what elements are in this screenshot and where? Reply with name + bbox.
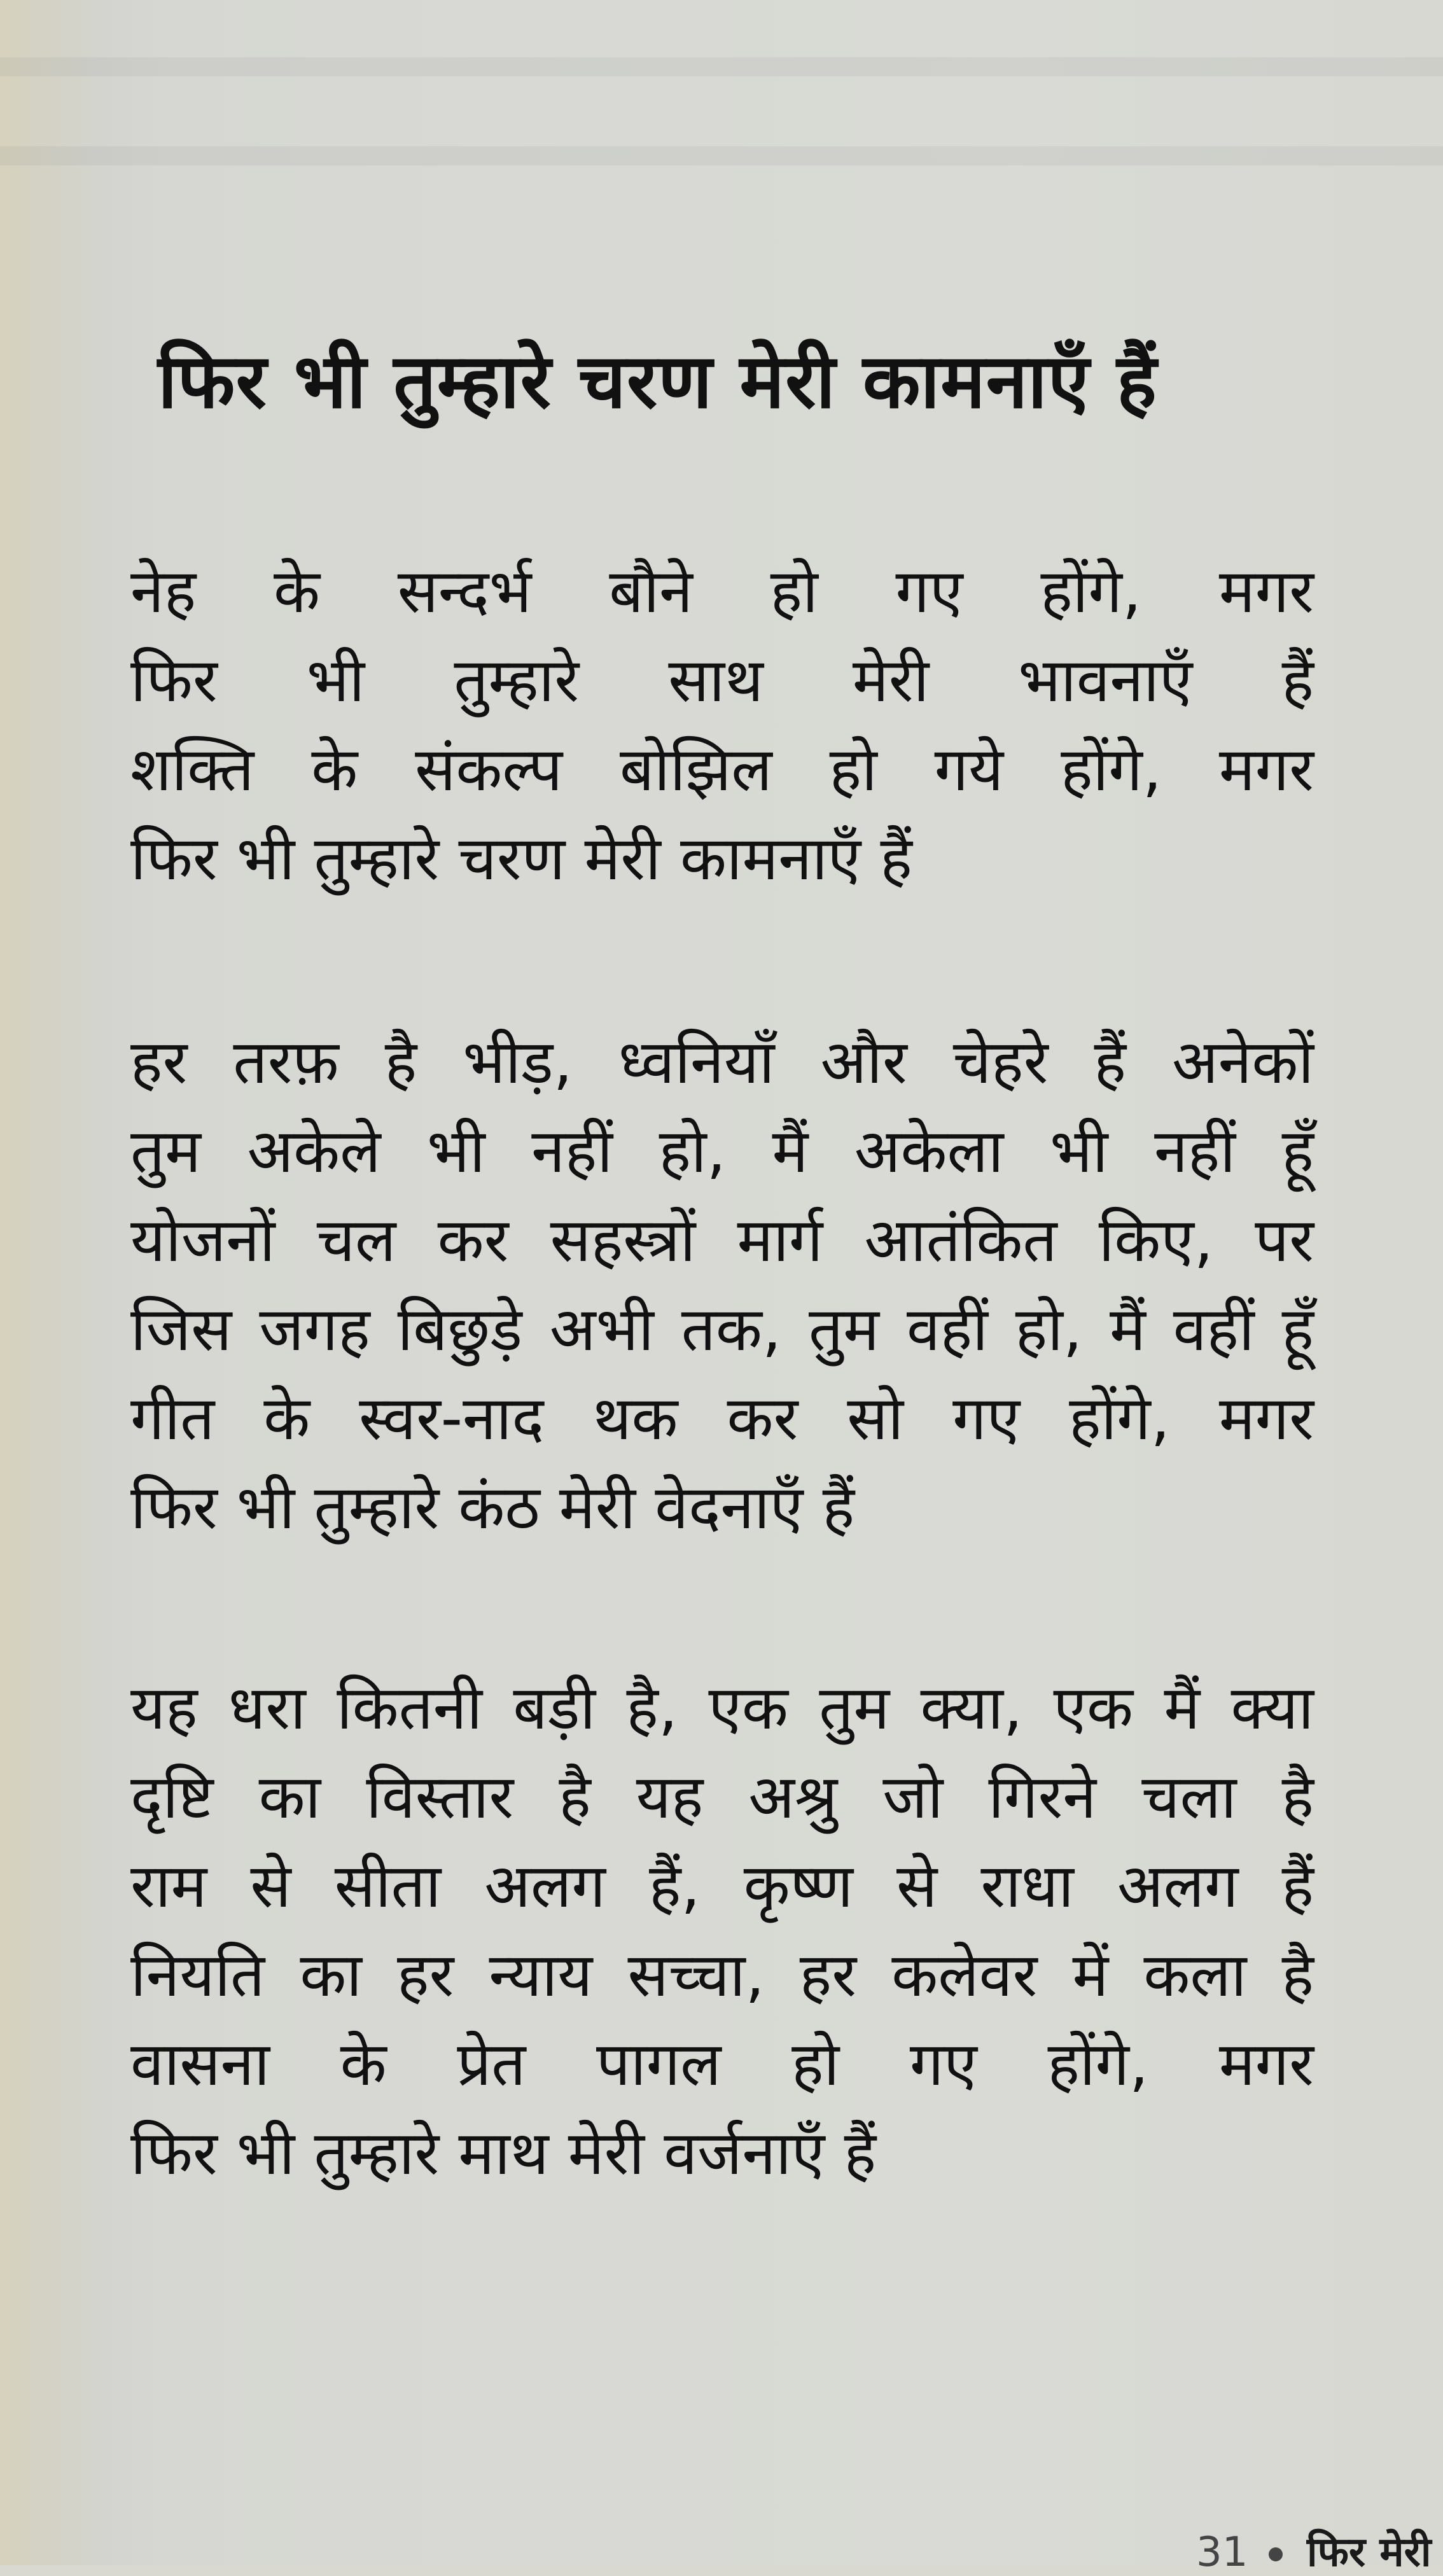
- bullet-separator-icon: [1269, 2547, 1283, 2561]
- poem-line: नियति का हर न्याय सच्चा, हर कलेवर में कला है: [130, 1940, 1314, 2010]
- poem-line: योजनों चल कर सहस्त्रों मार्ग आतंकित किए, पर: [130, 1206, 1314, 1276]
- stanza-1: [130, 547, 1314, 903]
- poem-refrain-line: फिर भी तुम्हारे माथ मेरी वर्जनाएँ हैं: [130, 2119, 877, 2189]
- poem-line: हर तरफ़ है भीड़, ध्वनियाँ और चेहरे हैं अनेकों: [130, 1027, 1314, 1097]
- poem-line: राम से सीता अलग हैं, कृष्ण से राधा अलग हैं: [130, 1851, 1314, 1921]
- page-number: 31: [1196, 2529, 1248, 2576]
- poem-line: नेह के सन्दर्भ बौने हो गए होंगे, मगर: [130, 557, 1314, 627]
- stanza-3: [130, 1664, 1314, 2198]
- poem-refrain-line: फिर भी तुम्हारे चरण मेरी कामनाएँ हैं: [130, 824, 912, 894]
- poem-line: वासना के प्रेत पागल हो गए होंगे, मगर: [130, 2029, 1314, 2099]
- poem-line: दृष्टि का विस्तार है यह अश्रु जो गिरने चला है: [130, 1762, 1314, 1832]
- poem-line: तुम अकेले भी नहीं हो, मैं अकेला भी नहीं हूँ: [130, 1117, 1314, 1187]
- poem-line: फिर भी तुम्हारे साथ मेरी भावनाएँ हैं: [130, 646, 1314, 716]
- poem-refrain-line: फिर भी तुम्हारे कंठ मेरी वेदनाएँ हैं: [130, 1473, 855, 1543]
- running-title: फिर मेरी: [1307, 2529, 1432, 2576]
- poem-line: जिस जगह बिछुड़े अभी तक, तुम वहीं हो, मैं वहीं हूँ: [130, 1295, 1314, 1365]
- poem-title: फिर भी तुम्हारे चरण मेरी कामनाएँ हैं: [158, 337, 1157, 426]
- poem-line: शक्ति के संकल्प बोझिल हो गये होंगे, मगर: [130, 735, 1314, 805]
- stanza-2: [130, 1018, 1314, 1552]
- page-footer: [1196, 2529, 1432, 2576]
- show-through-text: [0, 0, 1443, 210]
- poem-line: गीत के स्वर-नाद थक कर सो गए होंगे, मगर: [130, 1384, 1314, 1454]
- poem-line: यह धरा कितनी बड़ी है, एक तुम क्या, एक मैं क्या: [130, 1673, 1314, 1743]
